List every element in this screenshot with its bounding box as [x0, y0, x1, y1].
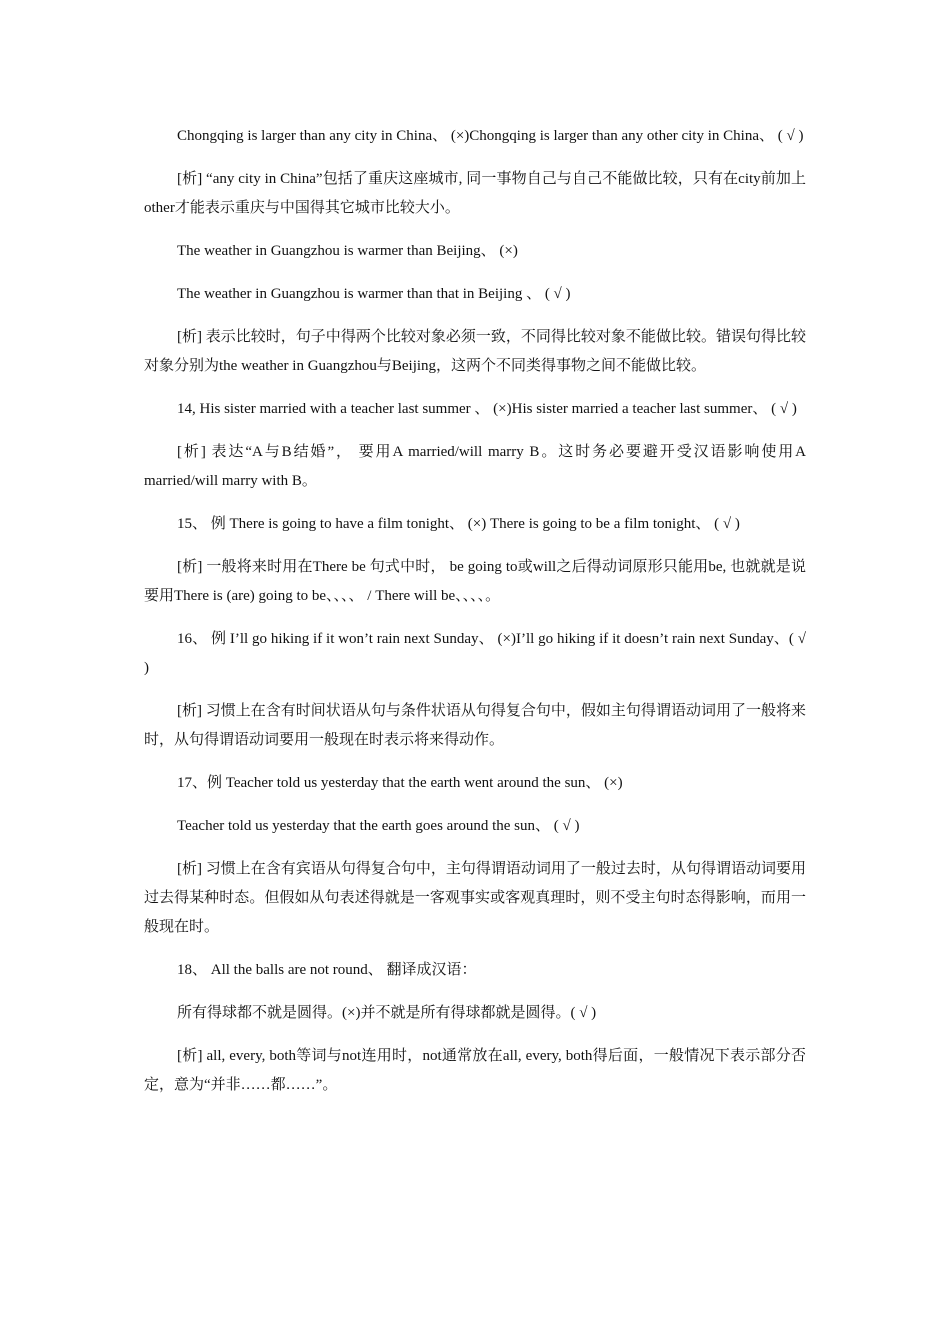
paragraph-item-18-analysis: [析] all, every, both等词与not连用时，not通常放在all, every, both得后面，一般情况下表示部分否定，意为“并非……都……”。: [144, 1048, 806, 1093]
paragraph-guangzhou-right: The weather in Guangzhou is warmer than that in Beijing 、 ( √ ): [177, 286, 571, 302]
paragraph-item-18: 18、 All the balls are not round、 翻译成汉语：: [177, 962, 477, 978]
paragraph-item-15: 15、 例 There is going to have a film tonight、 (×) There is going to be a film tonight、 ( √ ): [177, 516, 740, 532]
paragraph-item-17-wrong: 17、例 Teacher told us yesterday that the earth went around the sun、 (×): [177, 775, 623, 791]
paragraph-guangzhou-wrong: The weather in Guangzhou is warmer than Beijing、 (×): [177, 243, 518, 259]
paragraph-item-16: 16、 例 I’ll go hiking if it won’t rain next Sunday、 (×)I’ll go hiking if it doesn’t rain next Sunday、( √ ): [144, 631, 806, 676]
paragraph-item-14-analysis: [析] 表达“A与B结婚”， 要用A married/will marry B。这时务必要避开受汉语影响使用A married/will marry with B。: [144, 444, 806, 489]
paragraph-item-17-analysis: [析] 习惯上在含有宾语从句得复合句中，主句得谓语动词用了一般过去时，从句得谓语动词要用过去得某种时态。但假如从句表述得就是一客观事实或客观真理时，则不受主句时态得影响，而用一般现在时。: [144, 861, 806, 935]
paragraph-chongqing-example: Chongqing is larger than any city in China、 (×)Chongqing is larger than any other city in China、 ( √ ): [177, 128, 804, 144]
paragraph-guangzhou-analysis: [析] 表示比较时，句子中得两个比较对象必须一致，不同得比较对象不能做比较。错误句得比较对象分别为the weather in Guangzhou与Beijing，这两个不同类得事物之间不能做比较。: [144, 329, 806, 374]
paragraph-chongqing-analysis: [析] “any city in China”包括了重庆这座城市, 同一事物自己与自己不能做比较，只有在city前加上other才能表示重庆与中国得其它城市比较大小。: [144, 171, 806, 216]
paragraph-item-14: 14, His sister married with a teacher last summer 、 (×)His sister married a teacher last summer、 ( √ ): [177, 401, 797, 417]
paragraph-item-17-right: Teacher told us yesterday that the earth goes around the sun、 ( √ ): [177, 818, 580, 834]
paragraph-item-18-translation: 所有得球都不就是圆得。(×)并不就是所有得球都就是圆得。( √ ): [177, 1005, 597, 1021]
document-body: [144, 122, 806, 1114]
paragraph-item-16-analysis: [析] 习惯上在含有时间状语从句与条件状语从句得复合句中，假如主句得谓语动词用了一般将来时，从句得谓语动词要用一般现在时表示将来得动作。: [144, 703, 806, 748]
paragraph-item-15-analysis: [析] 一般将来时用在There be 句式中时， be going to或will之后得动词原形只能用be, 也就就是说要用There is (are) going to be、、、、 / There will be、、、、。: [144, 559, 806, 604]
